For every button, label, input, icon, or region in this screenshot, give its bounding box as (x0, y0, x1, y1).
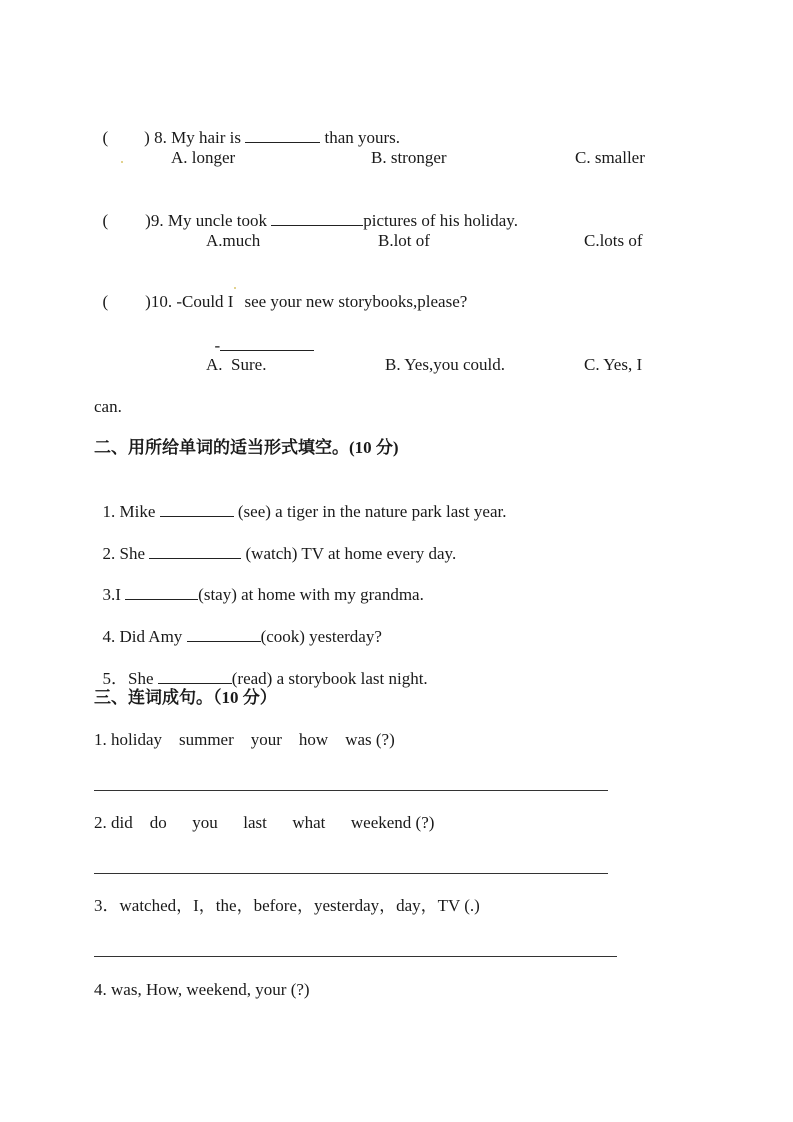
option-a: A. longer (171, 148, 236, 167)
answer-blank[interactable] (271, 209, 363, 226)
sentence-item-3: 3．watched，I，the，before，yesterday，day，TV (.) (94, 896, 480, 915)
answer-paren-open: ( (102, 292, 109, 311)
fill-item-suffix: (cook) yesterday? (260, 627, 382, 646)
option-c: C.lots of (584, 231, 643, 250)
fill-item-4 (94, 605, 382, 647)
option-c-wrap: can. (94, 397, 122, 416)
fill-item-5 (94, 647, 428, 689)
question-10-after: see your new storybooks,please? (244, 292, 468, 311)
option-c: C. smaller (575, 148, 645, 167)
sentence-item-4: 4. was, How, weekend, your (?) (94, 980, 310, 999)
fill-item-3 (94, 563, 424, 605)
stray-mark (121, 161, 123, 163)
section-2-title: 二、用所给单词的适当形式填空。(10 分) (94, 438, 399, 457)
answer-blank[interactable] (187, 625, 261, 642)
answer-paren-open: ( (102, 211, 109, 230)
answer-line-3[interactable] (94, 956, 617, 957)
option-b: B. Yes,you could. (385, 355, 505, 374)
fill-item-prefix: 5．She (102, 669, 154, 688)
fill-item-prefix: 4. Did Amy (102, 627, 183, 646)
answer-blank[interactable] (245, 126, 320, 143)
question-9-text: )9. My uncle took (145, 211, 267, 230)
fill-item-suffix: (watch) TV at home every day. (241, 544, 457, 563)
question-8 (94, 106, 400, 148)
question-10 (94, 272, 467, 312)
answer-blank[interactable] (125, 583, 198, 600)
answer-paren-open: ( (102, 128, 109, 147)
fill-item-suffix: (see) a tiger in the nature park last year. (233, 502, 507, 521)
answer-blank[interactable] (160, 500, 234, 517)
answer-blank[interactable] (220, 334, 314, 351)
question-9-after: pictures of his holiday. (363, 211, 518, 230)
dash: - (214, 336, 221, 355)
fill-item-prefix: 1. Mike (102, 502, 156, 521)
question-10-text: )10. -Could I (145, 292, 234, 311)
option-b: B.lot of (378, 231, 430, 250)
question-8-after: than yours. (324, 128, 401, 147)
response-line (206, 314, 314, 356)
sentence-item-2: 2. did do you last what weekend (?) (94, 813, 435, 832)
option-c: C. Yes, I (584, 355, 643, 374)
answer-blank[interactable] (149, 542, 241, 559)
fill-item-2 (94, 522, 456, 564)
option-a: A.much (206, 231, 261, 250)
question-9 (94, 189, 518, 231)
option-a: A. Sure. (206, 355, 267, 374)
fill-item-suffix: (stay) at home with my grandma. (198, 585, 424, 604)
section-3-title: 三、连词成句。（10 分） (94, 688, 277, 707)
sentence-item-1: 1. holiday summer your how was (?) (94, 730, 395, 749)
fill-item-prefix: 3.I (102, 585, 121, 604)
answer-blank[interactable] (158, 667, 232, 684)
fill-item-prefix: 2. She (102, 544, 145, 563)
answer-line-2[interactable] (94, 873, 608, 874)
fill-item-suffix: (read) a storybook last night. (231, 669, 428, 688)
question-8-text: ) 8. My hair is (144, 128, 241, 147)
stray-mark (234, 287, 236, 289)
fill-item-1 (94, 480, 506, 522)
option-b: B. stronger (371, 148, 447, 167)
answer-line-1[interactable] (94, 790, 608, 791)
